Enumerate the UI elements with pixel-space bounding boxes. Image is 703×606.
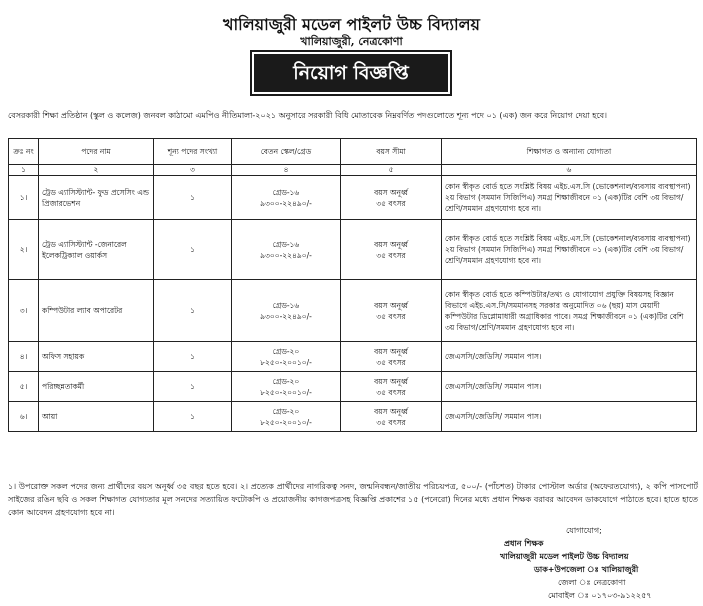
row-grade: গ্রেড-২০ bbox=[272, 376, 300, 386]
row-qualification: জেএসসি/জেডিসি/ সমমান পাস। bbox=[442, 372, 697, 402]
contact-post bbox=[534, 563, 703, 576]
row-age bbox=[341, 176, 442, 220]
col-number: ৪ bbox=[232, 165, 341, 176]
row-grade: গ্রেড-১৬ bbox=[272, 239, 300, 249]
row-grade: গ্রেড-২০ bbox=[272, 346, 300, 356]
column-number-row bbox=[9, 165, 697, 176]
row-scale-range: ৮২৫০-২০০১০/- bbox=[260, 417, 312, 427]
row-serial: ৬। bbox=[9, 402, 39, 432]
contact-school-text: খালিয়াজুরী মডেল পাইলট উচ্চ বিদ্যালয় bbox=[500, 552, 629, 561]
row-post: আয়া bbox=[39, 402, 154, 432]
row-age-years: ৩৫ বৎসর bbox=[376, 198, 406, 208]
row-age-label: বয়স অনূর্ধ্ব bbox=[374, 376, 408, 386]
col-number: ৫ bbox=[341, 165, 442, 176]
table-row bbox=[9, 176, 697, 220]
row-age bbox=[341, 220, 442, 280]
row-post: অফিস সহায়ক bbox=[39, 342, 154, 372]
row-scale-range: ৯৩০০-২২৪৯০/- bbox=[260, 311, 312, 321]
row-count: ১ bbox=[154, 342, 232, 372]
row-scale bbox=[232, 220, 341, 280]
row-grade: গ্রেড-১৬ bbox=[272, 300, 300, 310]
table-row bbox=[9, 402, 697, 432]
row-post: কম্পিউটার ল্যাব অপারেটর bbox=[39, 280, 154, 342]
row-age-label: বয়স অনূর্ধ্ব bbox=[374, 187, 408, 197]
table-row bbox=[9, 372, 697, 402]
row-qualification: কোন স্বীকৃত বোর্ড হতে সংশ্লিষ্ট বিষয় এইচ.এস.সি (ভোকেশনাল/ব্যবসায় ব্যবস্থাপনা) ২য় বিভাগ (সমমান সিজিপিএ) সমগ্র শিক্ষাজীবনে ০১ (এক)টির বেশি ৩য় বিভাগ/শ্রেণি/সমমান গ্রহণযোগ্য হবে না। bbox=[442, 220, 697, 280]
col-number: ৩ bbox=[154, 165, 232, 176]
header-serial: ক্রঃ নং bbox=[9, 139, 39, 165]
table-row bbox=[9, 220, 697, 280]
row-scale bbox=[232, 280, 341, 342]
row-qualification: কোন স্বীকৃত বোর্ড হতে সংশ্লিষ্ট বিষয় এইচ.এস.সি (ভোকেশনাল/ব্যবসায় ব্যবস্থাপনা) ২য় বিভাগ (সমমান সিজিপিএ) সমগ্র শিক্ষাজীবনে ০১ (এক)টির বেশি ৩য় বিভাগ/শ্রেণি/সমমান গ্রহণযোগ্য হবে না। bbox=[442, 176, 697, 220]
row-age-label: বয়স অনূর্ধ্ব bbox=[374, 406, 408, 416]
row-serial: ৩। bbox=[9, 280, 39, 342]
row-age-label: বয়স অনূর্ধ্ব bbox=[374, 239, 408, 249]
row-scale-range: ৯৩০০-২২৪৯০/- bbox=[260, 198, 312, 208]
footer-instructions: ১। উপরোক্ত সকল পদের জন্য প্রার্থীদের বয়স অনূর্ধ্ব ৩৫ বছর হতে হবে। ২। প্রত্যেক প্রার্থীদের নাগরিকত্ব সনদ, জন্মনিবন্ধন/জাতীয় পরিচয়পত্র, ৫০০/- (পাঁচশত) টাকার পোস্টাল অর্ডার (অফেরতযোগ্য), ২ কপি পাসপোর্ট সাইজের রঙিন ছবি ও সকল শিক্ষাগত যোগ্যতার মূল সনদের সত্যায়িত ফটোকপি ও প্রয়োজনীয় কাগজপত্রসহ বিজ্ঞপ্তি প্রকাশের ১৫ (পনেরো) দিনের মধ্যে প্রধান শিক্ষক বরাবর আবেদন ডাকযোগে পাঠাতে হবে। হাতে হাতে কোন আবেদন গ্রহণযোগ্য হবে না। bbox=[8, 482, 698, 517]
col-number: ৬ bbox=[442, 165, 697, 176]
col-number: ২ bbox=[39, 165, 154, 176]
table-header-row bbox=[9, 139, 697, 165]
row-serial: ১। bbox=[9, 176, 39, 220]
row-age bbox=[341, 280, 442, 342]
row-count: ১ bbox=[154, 280, 232, 342]
row-grade: গ্রেড-১৬ bbox=[272, 187, 300, 197]
row-count: ১ bbox=[154, 372, 232, 402]
row-qualification: কোন স্বীকৃত বোর্ড হতে কম্পিউটার/তথ্য ও যোগাযোগ প্রযুক্তি বিষয়সহ বিজ্ঞান বিভাগে এইচ.এস.সি/সমমানসহ সরকার অনুমোদিত ০৬ (ছয়) মাস মেয়াদী কম্পিউটার ডিপ্লোমাধারী অগ্রাধিকার পাবে। সমগ্র শিক্ষাজীবনে ০১ (এক)টির বেশি ৩য় বিভাগ/শ্রেণি/সমমান গ্রহণযোগ্য হবে না। bbox=[442, 280, 697, 342]
header-post: পদের নাম bbox=[39, 139, 154, 165]
row-age bbox=[341, 402, 442, 432]
col-number: ১ bbox=[9, 165, 39, 176]
row-scale-range: ৮২৫০-২০০১০/- bbox=[260, 387, 312, 397]
row-serial: ৪। bbox=[9, 342, 39, 372]
row-age-years: ৩৫ বৎসর bbox=[376, 311, 406, 321]
row-scale bbox=[232, 372, 341, 402]
row-serial: ২। bbox=[9, 220, 39, 280]
header-count: শূন্য পদের সংখ্যা bbox=[154, 139, 232, 165]
row-count: ১ bbox=[154, 402, 232, 432]
table-row bbox=[9, 280, 697, 342]
row-age bbox=[341, 372, 442, 402]
contact-mobile: মোবাইল ঃ ০১৭০৩-৯১২২৫৭ bbox=[548, 591, 652, 600]
row-qualification: জেএসসি/জেডিসি/ সমমান পাস। bbox=[442, 342, 697, 372]
row-age-years: ৩৫ বৎসর bbox=[376, 417, 406, 427]
row-scale-range: ৯৩০০-২২৪৯০/- bbox=[260, 250, 312, 260]
row-serial: ৫। bbox=[9, 372, 39, 402]
row-scale bbox=[232, 402, 341, 432]
row-grade: গ্রেড-২০ bbox=[272, 406, 300, 416]
intro-paragraph: বেসরকারী শিক্ষা প্রতিষ্ঠান (স্কুল ও কলেজ) জনবল কাঠামো এমপিও নীতিমালা-২০২১ অনুসারে সরকারী বিধি মোতাবেক নিম্নবর্ণিত পদগুলোতে শূন্য পদে ০১ (এক) জন করে নিয়োগ দেয়া হবে। bbox=[8, 111, 607, 120]
row-age-years: ৩৫ বৎসর bbox=[376, 357, 406, 367]
row-post: পরিচ্ছন্নতাকর্মী bbox=[39, 372, 154, 402]
header-scale: বেতন স্কেল/গ্রেড bbox=[232, 139, 341, 165]
notice-title: নিয়োগ বিজ্ঞপ্তি bbox=[254, 54, 448, 92]
contact-label: যোগাযোগ; bbox=[566, 526, 602, 535]
contact-school bbox=[500, 550, 700, 563]
contact-role bbox=[504, 537, 703, 550]
row-age-years: ৩৫ বৎসর bbox=[376, 250, 406, 260]
institution-location: খালিয়াজুরী, নেত্রকোণা bbox=[300, 35, 403, 48]
row-age-label: বয়স অনূর্ধ্ব bbox=[374, 300, 408, 310]
row-scale-range: ৮২৫০-২০০১০/- bbox=[260, 357, 312, 367]
row-count: ১ bbox=[154, 220, 232, 280]
header-age: বয়স সীমা bbox=[341, 139, 442, 165]
header-qualification: শিক্ষাগত ও অন্যান্য যোগ্যতা bbox=[442, 139, 697, 165]
row-scale bbox=[232, 176, 341, 220]
row-age-years: ৩৫ বৎসর bbox=[376, 387, 406, 397]
contact-district: জেলা ঃ নেত্রকোণা bbox=[558, 578, 626, 587]
row-age bbox=[341, 342, 442, 372]
row-post: ট্রেড এ্যাসিস্ট্যান্ট -জেনারেল ইলেকট্রিক্যাল ওয়ার্কস bbox=[39, 220, 154, 280]
table-row bbox=[9, 342, 697, 372]
row-post: ট্রেড এ্যাসিস্ট্যান্ট- ফুড প্রসেসিং এন্ড প্রিজারভেশন bbox=[39, 176, 154, 220]
row-age-label: বয়স অনূর্ধ্ব bbox=[374, 346, 408, 356]
vacancy-table bbox=[8, 138, 697, 432]
contact-role-text: প্রধান শিক্ষক bbox=[504, 539, 544, 548]
institution-name: খালিয়াজুরী মডেল পাইলট উচ্চ বিদ্যালয় bbox=[223, 15, 480, 34]
row-qualification: জেএসসি/জেডিসি/ সমমান পাস। bbox=[442, 402, 697, 432]
contact-post-text: ডাক+উপজেলা ঃ খালিয়াজুরী bbox=[534, 565, 639, 574]
row-scale bbox=[232, 342, 341, 372]
row-count: ১ bbox=[154, 176, 232, 220]
